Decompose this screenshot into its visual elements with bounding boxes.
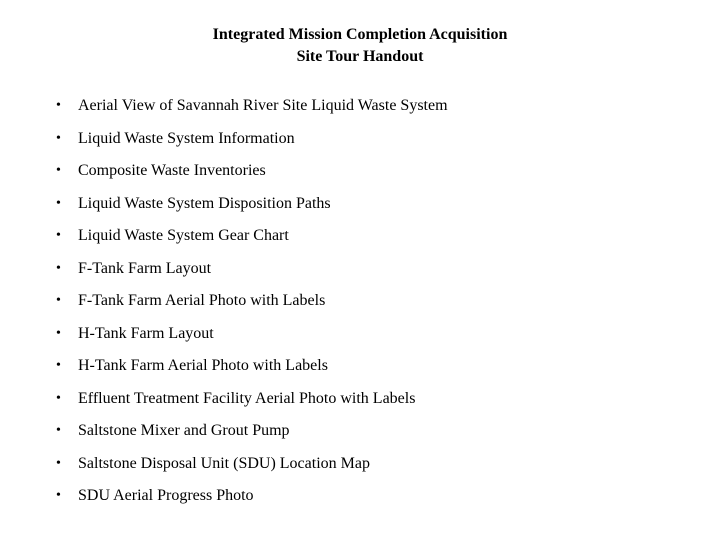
list-item-text: Effluent Treatment Facility Aerial Photo with Labels [78,389,416,407]
list-item-text: Aerial View of Savannah River Site Liquid Waste System [78,97,448,114]
bullet-icon: • [56,163,61,178]
title-line-2: Site Tour Handout [296,48,424,65]
bullet-icon: • [56,325,61,341]
list-item-text: Liquid Waste System Gear Chart [78,227,289,244]
bullet-icon: • [56,455,61,471]
list-item-text: SDU Aerial Progress Photo [78,487,254,504]
list-item-text: Liquid Waste System Information [78,129,295,147]
list-item-text: F-Tank Farm Layout [78,259,212,277]
bullet-icon: • [56,488,61,503]
list-item-text: H-Tank Farm Layout [78,324,214,342]
page-title [0,24,720,68]
list-item-text: H-Tank Farm Aerial Photo with Labels [78,357,328,374]
list-item-text: Composite Waste Inventories [78,162,266,179]
title-line-1: Integrated Mission Completion Acquisition [212,26,508,43]
bullet-icon: • [56,260,61,276]
bullet-icon: • [56,390,61,406]
list-item-text: Saltstone Mixer and Grout Pump [78,422,290,439]
list-item-text: F-Tank Farm Aerial Photo with Labels [78,292,326,309]
bullet-icon: • [56,293,61,308]
bullet-icon: • [56,228,61,243]
bullet-icon: • [56,195,61,211]
bullet-icon: • [56,358,61,373]
bullet-icon: • [56,98,61,113]
bullet-icon: • [56,423,61,438]
list-item-text: Liquid Waste System Disposition Paths [78,194,331,212]
bullet-icon: • [56,130,61,146]
list-item-text: Saltstone Disposal Unit (SDU) Location Map [78,454,370,472]
